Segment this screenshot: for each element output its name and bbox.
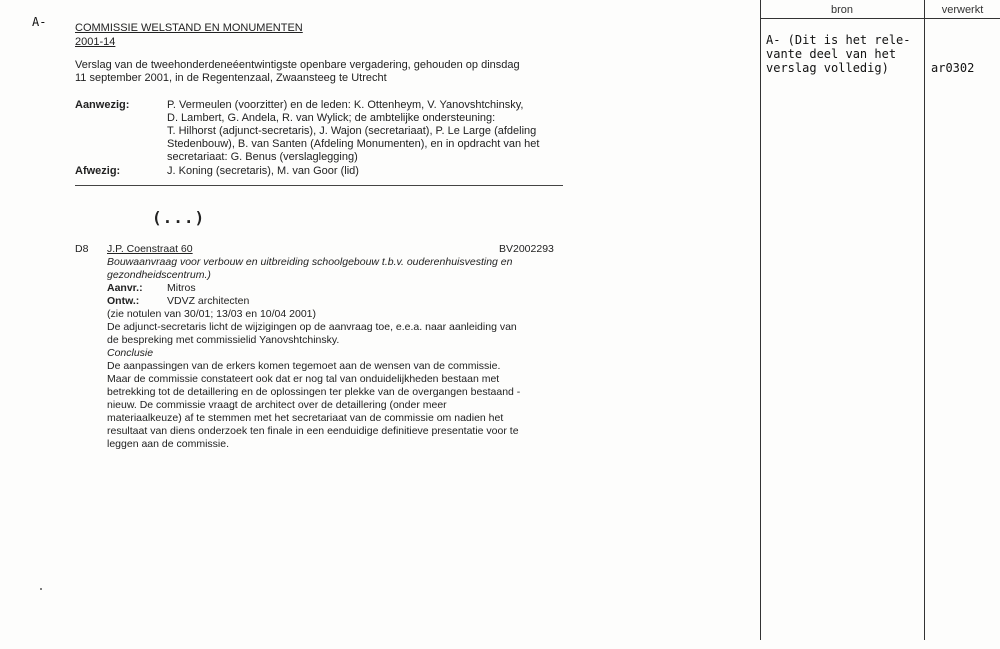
description-line: gezondheidscentrum.) <box>107 269 211 281</box>
present-label: Aanwezig: <box>75 99 130 111</box>
present-line: secretariaat: G. Benus (verslaglegging) <box>167 151 358 163</box>
scan-speck <box>40 588 42 590</box>
item-address: J.P. Coenstraat 60 <box>107 243 193 255</box>
absent-label: Afwezig: <box>75 165 121 177</box>
notes-reference: (zie notulen van 30/01; 13/03 en 10/04 2001) <box>107 308 316 320</box>
applicant-label: Aanvr.: <box>107 282 143 294</box>
section-divider <box>75 185 563 186</box>
conclusion-line: materiaalkeuze) af te stemmen met het secretariaat van de commissie om nadien het <box>107 412 504 424</box>
description-line: Bouwaanvraag voor verbouw en uitbreiding schoolgebouw t.b.v. ouderenhuisvesting en <box>107 256 513 268</box>
item-code: D8 <box>75 243 89 255</box>
applicant-label-text: Aanvr. <box>107 282 140 294</box>
ledger-note-line: vante deel van het <box>766 47 897 61</box>
ledger-header-rule <box>760 18 1000 19</box>
column-header-bron: bron <box>830 4 854 16</box>
conclusion-line: betrekking tot de detaillering en de oplossingen ter plekke van de overgangen bestaand - <box>107 386 521 398</box>
designer-value: VDVZ architecten <box>167 295 250 307</box>
conclusion-line: leggen aan de commissie. <box>107 438 229 450</box>
margin-mark: A- <box>32 15 47 29</box>
conclusion-line: De aanpassingen van de erkers komen tegemoet aan de wensen van de commissie. <box>107 360 501 372</box>
absent-list: J. Koning (secretaris), M. van Goor (lid) <box>167 165 359 177</box>
ledger-border-middle <box>924 0 925 640</box>
explanation-line: de bespreking met commissielid Yanovshtchinsky. <box>107 334 340 346</box>
present-line: P. Vermeulen (voorzitter) en de leden: K. Ottenheym, V. Yanovshtchinsky, <box>167 99 524 111</box>
present-line: Stedenbouw), B. van Santen (Afdeling Monumenten), en in opdracht van het <box>167 138 540 150</box>
ledger-border-left <box>760 0 761 640</box>
intro-line: 11 september 2001, in de Regentenzaal, Zwaansteeg te Utrecht <box>75 72 387 84</box>
conclusion-heading: Conclusie <box>107 347 154 359</box>
ledger-note-line: A- (Dit is het rele- <box>766 33 911 47</box>
column-header-verwerkt: verwerkt <box>941 4 984 16</box>
ledger-processed-value: ar0302 <box>931 61 975 75</box>
item-reference: BV2002293 <box>499 243 554 255</box>
document-number: 2001-14 <box>75 36 116 48</box>
present-line: T. Hilhorst (adjunct-secretaris), J. Wajon (secretariaat), P. Le Large (afdeling <box>167 125 537 137</box>
designer-label-text: Ontw. <box>107 295 136 307</box>
conclusion-line: Maar de commissie constateert ook dat er nog tal van onduidelijkheden bestaan met <box>107 373 500 385</box>
conclusion-line: resultaat van diens onderzoek ten finale in een eenduidige definitieve presentatie voor te <box>107 425 519 437</box>
conclusion-line: nieuw. De commissie vraagt de architect over de detaillering (onder meer <box>107 399 447 411</box>
designer-label: Ontw.: <box>107 295 140 307</box>
present-line: D. Lambert, G. Andela, R. van Wylick; de ambtelijke ondersteuning: <box>167 112 496 124</box>
intro-line: Verslag van de tweehonderdeneéentwintigste openbare vergadering, gehouden op dinsdag <box>75 59 520 71</box>
ledger-note-line: verslag volledig) <box>766 61 889 75</box>
explanation-line: De adjunct-secretaris licht de wijzigingen op de aanvraag toe, e.e.a. naar aanleiding van <box>107 321 517 333</box>
omission-mark: (...) <box>152 208 206 227</box>
applicant-value: Mitros <box>167 282 196 294</box>
document-title: COMMISSIE WELSTAND EN MONUMENTEN <box>75 22 303 34</box>
